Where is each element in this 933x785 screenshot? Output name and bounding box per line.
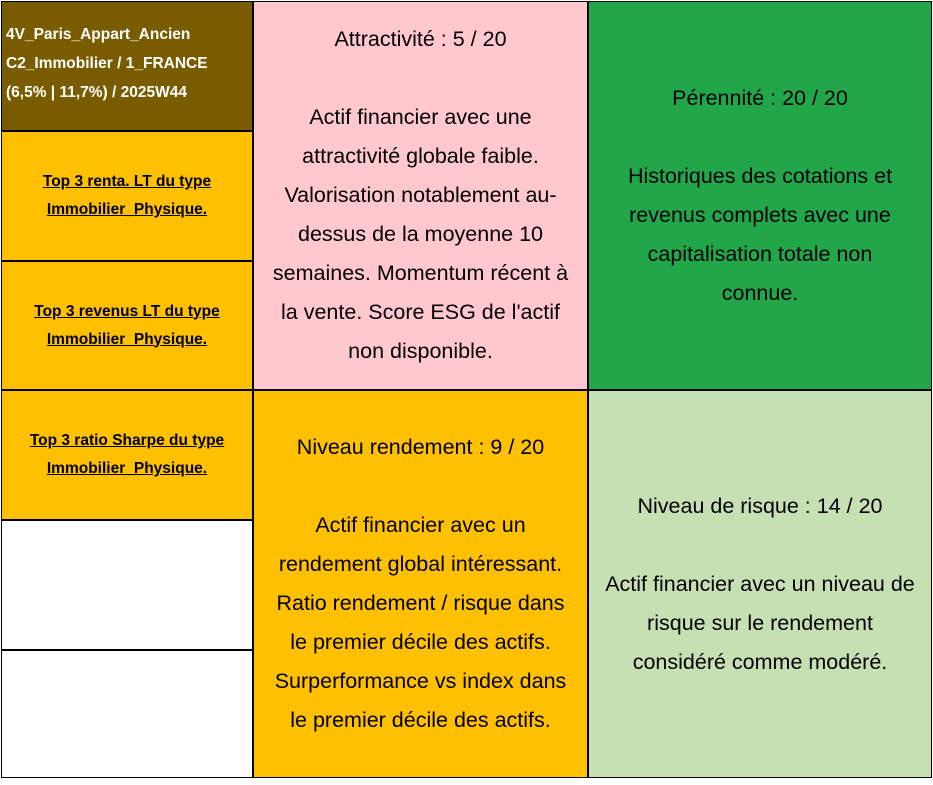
perennite-title: Pérennité : 20 / 20 (672, 85, 848, 110)
text-line: Ratio rendement / risque dans (276, 591, 565, 615)
text-line: le premier décile des actifs. (290, 630, 551, 654)
link-line: Immobilier_Physique. (46, 460, 208, 477)
link-line: Immobilier_Physique. (46, 201, 208, 218)
top3-revenus-link[interactable] (1, 261, 253, 390)
text-line: risque sur le rendement (647, 610, 873, 635)
asset-stats: (6,5% | 11,7%) / 2025W44 (6, 84, 187, 101)
text-line: le premier décile des actifs. (290, 708, 551, 732)
text-line: non disponible. (348, 339, 493, 363)
attractivite-title: Attractivité : 5 / 20 (334, 27, 507, 51)
risque-panel (588, 390, 932, 778)
risque-title: Niveau de risque : 14 / 20 (637, 493, 883, 518)
text-line: Valorisation notablement au- (284, 183, 557, 207)
top3-sharpe-link[interactable] (1, 390, 253, 520)
text-line: Actif financier avec un (315, 513, 526, 537)
asset-header (1, 1, 253, 131)
text-line: la vente. Score ESG de l'actif (281, 300, 560, 324)
text-line: semaines. Momentum récent à (272, 261, 569, 285)
empty-cell (1, 650, 253, 778)
text-line: connue. (721, 280, 799, 305)
link-line: Top 3 renta. LT du type (42, 173, 212, 190)
text-line: Actif financier avec un niveau de (605, 571, 915, 596)
text-line: Historiques des cotations et (627, 163, 893, 188)
text-line: Actif financier avec une (309, 105, 532, 129)
link-line: Top 3 revenus LT du type (34, 302, 220, 320)
asset-name: 4V_Paris_Appart_Ancien (6, 26, 191, 43)
top3-renta-link[interactable] (1, 131, 253, 261)
rendement-panel (253, 390, 588, 778)
link-line: Top 3 ratio Sharpe du type (29, 432, 225, 449)
text-line: rendement global intéressant. (278, 552, 563, 576)
text-line: dessus de la moyenne 10 (297, 222, 544, 246)
text-line: Surperformance vs index dans (274, 669, 567, 693)
perennite-panel (588, 1, 932, 390)
attractivite-panel (253, 1, 588, 390)
text-line: revenus complets avec une (629, 202, 891, 227)
text-line: considéré comme modéré. (632, 649, 888, 674)
text-line: attractivité globale faible. (302, 144, 539, 168)
rendement-title: Niveau rendement : 9 / 20 (296, 435, 545, 459)
empty-cell (1, 520, 253, 650)
link-line: Immobilier_Physique. (46, 330, 208, 348)
asset-category: C2_Immobilier / 1_FRANCE (6, 55, 208, 72)
text-line: capitalisation totale non (647, 241, 873, 266)
